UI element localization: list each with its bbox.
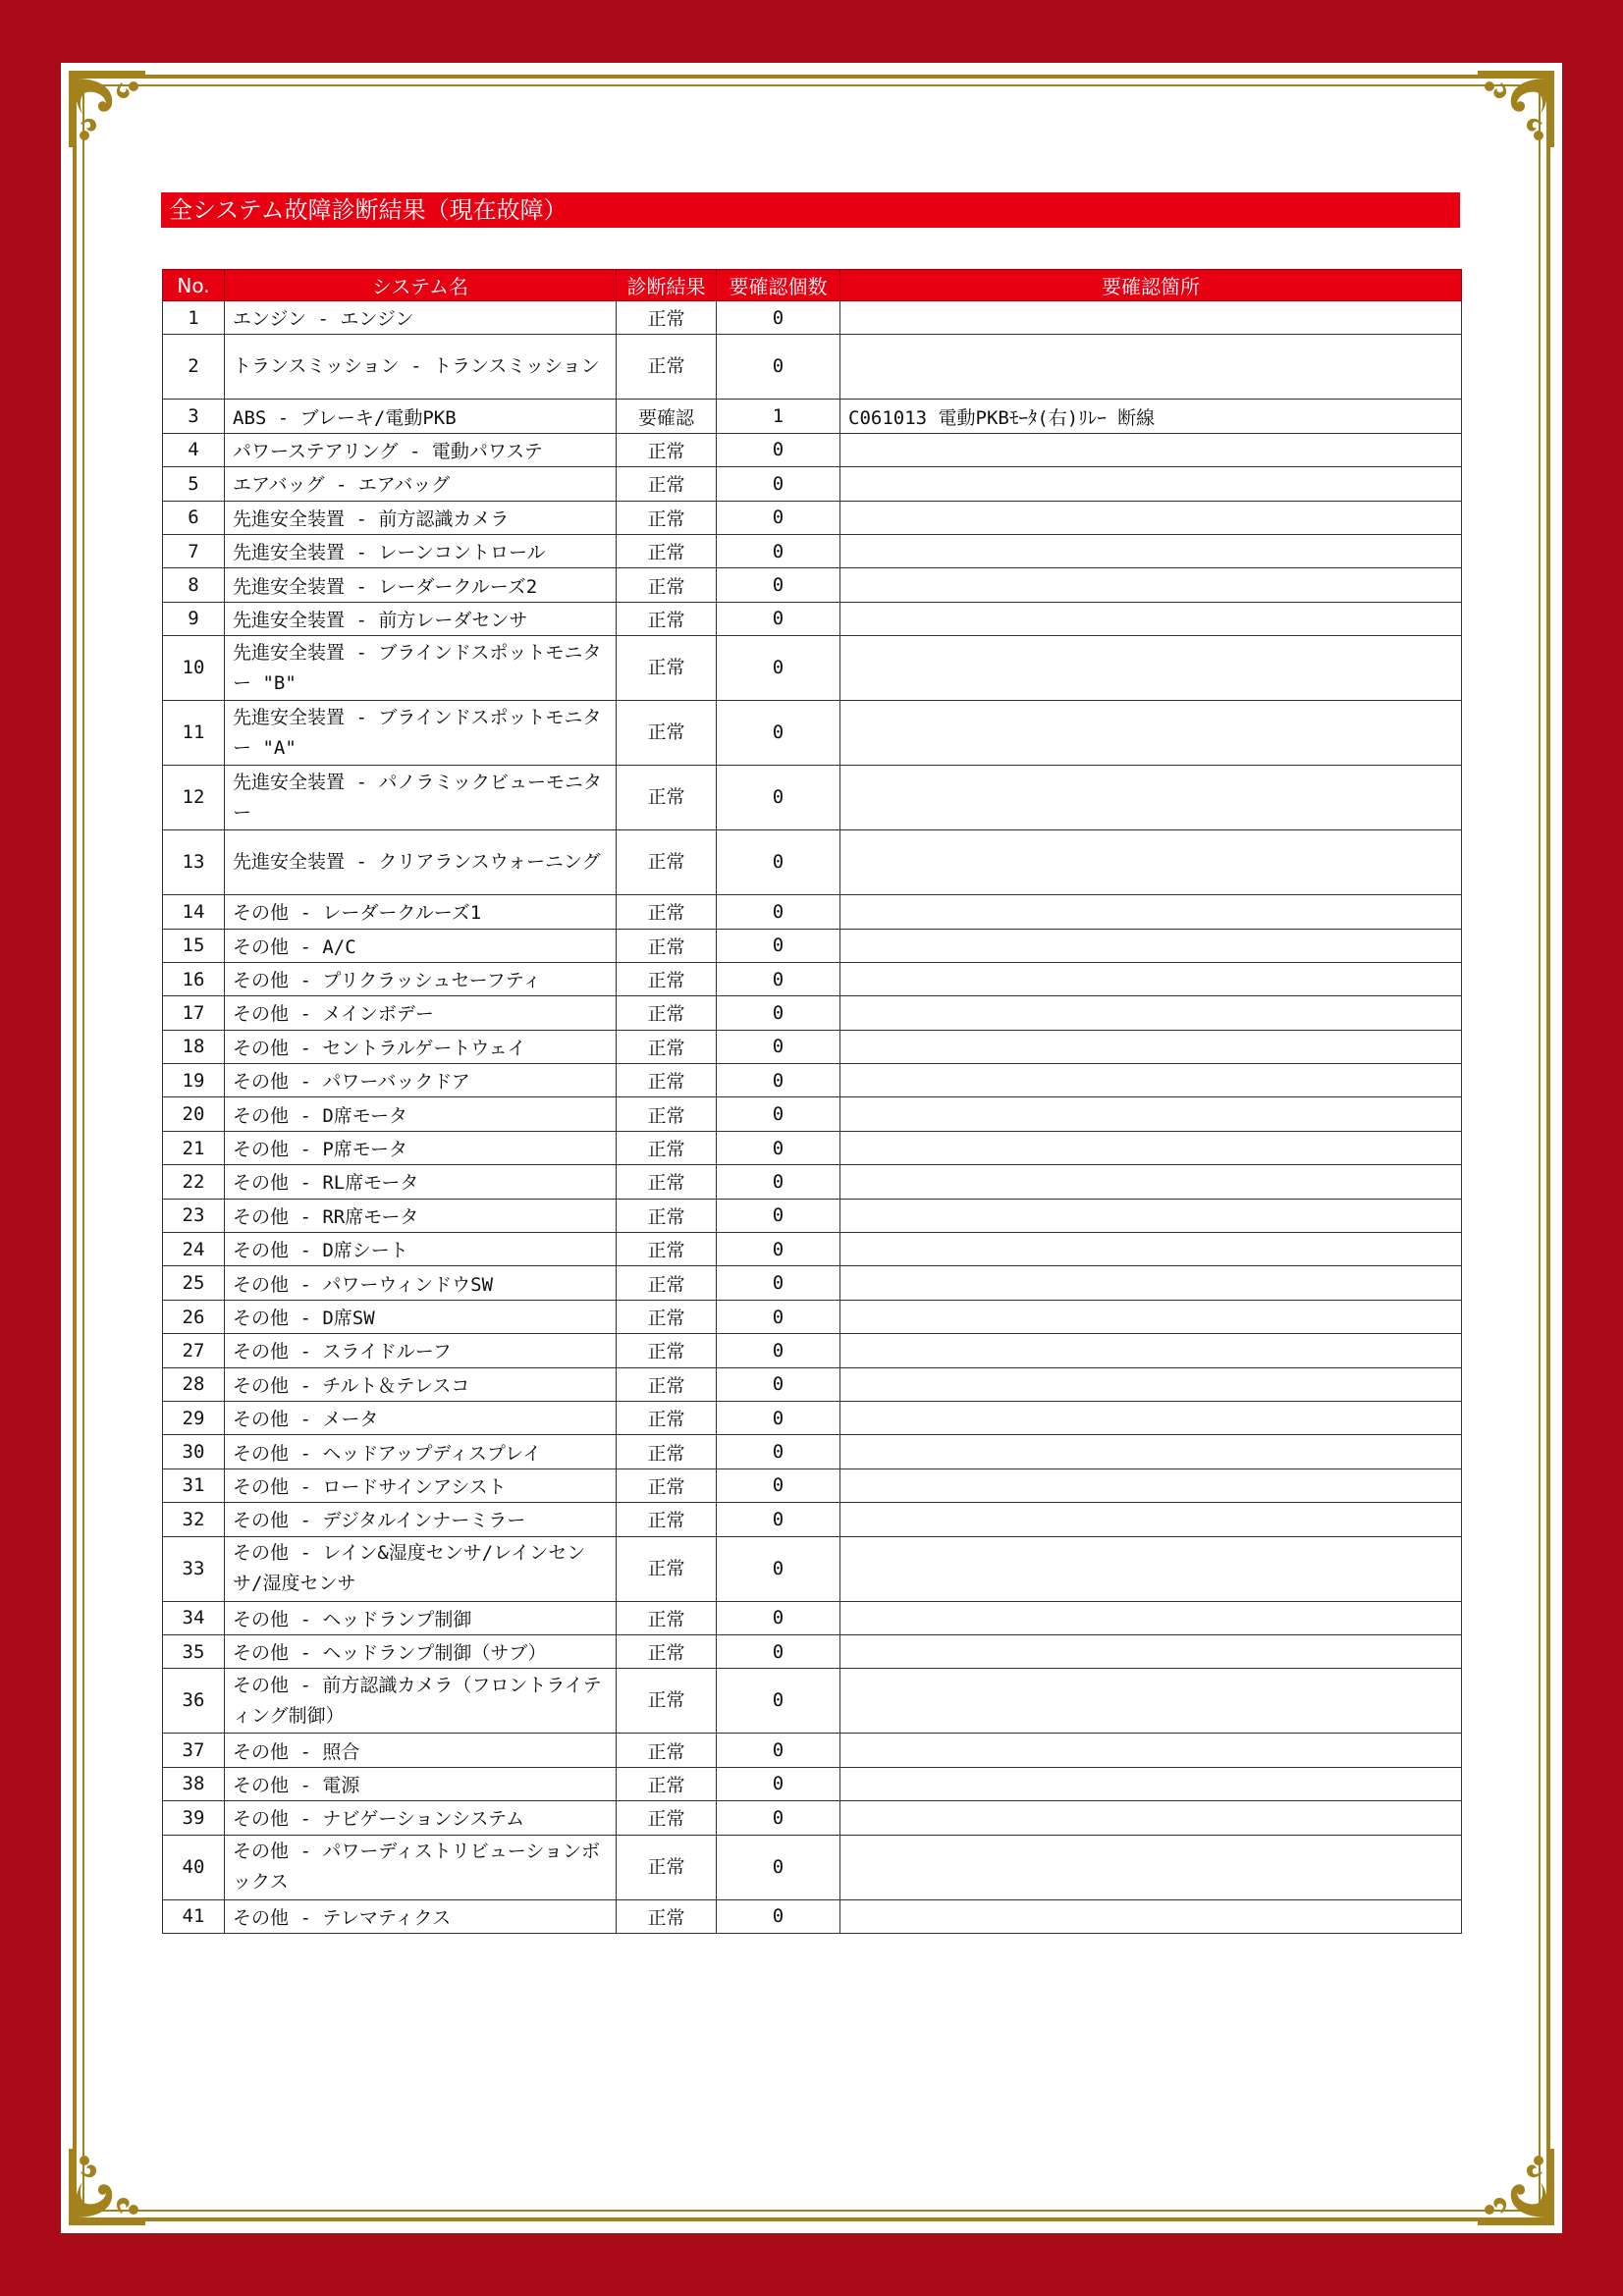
- cell-count: 0: [717, 1334, 840, 1367]
- cell-result: 正常: [617, 1334, 717, 1367]
- cell-system-name: その他 - D席モータ: [225, 1097, 617, 1131]
- cell-result: 正常: [617, 1030, 717, 1063]
- cell-system-name: その他 - D席SW: [225, 1300, 617, 1333]
- cell-location: [840, 701, 1462, 766]
- table-row: [163, 1767, 1462, 1800]
- cell-count: 0: [717, 534, 840, 567]
- cell-result: 正常: [617, 1064, 717, 1097]
- cell-result: 正常: [617, 1097, 717, 1131]
- cell-no: 20: [163, 1097, 225, 1131]
- cell-count: 0: [717, 1064, 840, 1097]
- corner-ornament-icon: [1472, 2143, 1560, 2231]
- cell-no: 18: [163, 1030, 225, 1063]
- header-result: 診断結果: [617, 270, 717, 301]
- cell-location: [840, 1634, 1462, 1668]
- cell-count: 0: [717, 1131, 840, 1164]
- cell-result: 正常: [617, 962, 717, 995]
- table-row: [163, 1801, 1462, 1835]
- cell-system-name: その他 - レイン&湿度センサ/レインセンサ/湿度センサ: [225, 1536, 617, 1601]
- cell-result: 正常: [617, 929, 717, 962]
- cell-count: 0: [717, 1767, 840, 1800]
- cell-count: 0: [717, 1801, 840, 1835]
- cell-no: 4: [163, 433, 225, 466]
- cell-location: [840, 1899, 1462, 1933]
- cell-location: [840, 335, 1462, 400]
- cell-location: [840, 1367, 1462, 1401]
- cell-no: 40: [163, 1835, 225, 1899]
- table-row: [163, 1300, 1462, 1333]
- cell-system-name: その他 - パワーディストリビューションボックス: [225, 1835, 617, 1899]
- cell-location: [840, 1401, 1462, 1434]
- cell-system-name: トランスミッション - トランスミッション: [225, 335, 617, 400]
- cell-system-name: 先進安全装置 - ブラインドスポットモニター "B": [225, 636, 617, 701]
- cell-location: [840, 1536, 1462, 1601]
- cell-count: 0: [717, 1503, 840, 1536]
- cell-result: 正常: [617, 1669, 717, 1734]
- cell-count: 0: [717, 568, 840, 602]
- cell-no: 26: [163, 1300, 225, 1333]
- cell-no: 13: [163, 830, 225, 895]
- cell-location: [840, 1030, 1462, 1063]
- cell-location: [840, 766, 1462, 830]
- table-row: [163, 830, 1462, 895]
- cell-no: 7: [163, 534, 225, 567]
- cell-no: 22: [163, 1165, 225, 1199]
- cell-location: [840, 602, 1462, 635]
- cell-location: [840, 962, 1462, 995]
- cell-location: [840, 301, 1462, 335]
- cell-no: 33: [163, 1536, 225, 1601]
- table-row: [163, 400, 1462, 433]
- cell-no: 9: [163, 602, 225, 635]
- table-row: [163, 1064, 1462, 1097]
- table-row: [163, 1131, 1462, 1164]
- cell-result: 正常: [617, 1468, 717, 1502]
- table-row: [163, 335, 1462, 400]
- cell-result: 正常: [617, 1899, 717, 1933]
- cell-location: [840, 996, 1462, 1030]
- cell-result: 正常: [617, 1734, 717, 1767]
- cell-no: 37: [163, 1734, 225, 1767]
- cell-count: 0: [717, 1266, 840, 1300]
- cell-location: [840, 1767, 1462, 1800]
- cell-location: [840, 1266, 1462, 1300]
- cell-no: 15: [163, 929, 225, 962]
- cell-no: 35: [163, 1634, 225, 1668]
- header-system-name: システム名: [225, 270, 617, 301]
- cell-system-name: その他 - RR席モータ: [225, 1199, 617, 1232]
- cell-result: 正常: [617, 501, 717, 534]
- cell-result: 正常: [617, 1767, 717, 1800]
- cell-no: 30: [163, 1435, 225, 1468]
- cell-location: [840, 1669, 1462, 1734]
- cell-no: 14: [163, 895, 225, 929]
- table-row: [163, 895, 1462, 929]
- cell-count: 0: [717, 1233, 840, 1266]
- table-row: [163, 1536, 1462, 1601]
- cell-system-name: その他 - ヘッドランプ制御: [225, 1601, 617, 1634]
- cell-location: [840, 830, 1462, 895]
- cell-location: [840, 433, 1462, 466]
- cell-no: 17: [163, 996, 225, 1030]
- table-row: [163, 1734, 1462, 1767]
- cell-no: 3: [163, 400, 225, 433]
- cell-location: [840, 1601, 1462, 1634]
- cell-count: 0: [717, 1165, 840, 1199]
- cell-result: 正常: [617, 1367, 717, 1401]
- cell-system-name: その他 - デジタルインナーミラー: [225, 1503, 617, 1536]
- cell-system-name: エンジン - エンジン: [225, 301, 617, 335]
- cell-count: 0: [717, 1634, 840, 1668]
- cell-count: 0: [717, 929, 840, 962]
- table-row: [163, 962, 1462, 995]
- corner-ornament-icon: [63, 2143, 151, 2231]
- table-header-row: [163, 270, 1462, 301]
- cell-system-name: 先進安全装置 - パノラミックビューモニター: [225, 766, 617, 830]
- cell-system-name: その他 - レーダークルーズ1: [225, 895, 617, 929]
- table-row: [163, 1601, 1462, 1634]
- header-count: 要確認個数: [717, 270, 840, 301]
- cell-location: [840, 929, 1462, 962]
- cell-location: [840, 1233, 1462, 1266]
- report-page: [61, 63, 1562, 2233]
- cell-system-name: パワーステアリング - 電動パワステ: [225, 433, 617, 466]
- table-body: [163, 301, 1462, 1934]
- cell-count: 0: [717, 1435, 840, 1468]
- table-row: [163, 1634, 1462, 1668]
- cell-count: 0: [717, 501, 840, 534]
- cell-location: [840, 1199, 1462, 1232]
- cell-result: 正常: [617, 301, 717, 335]
- cell-system-name: その他 - A/C: [225, 929, 617, 962]
- cell-result: 正常: [617, 335, 717, 400]
- cell-system-name: その他 - ナビゲーションシステム: [225, 1801, 617, 1835]
- table-row: [163, 1266, 1462, 1300]
- cell-system-name: 先進安全装置 - レーンコントロール: [225, 534, 617, 567]
- cell-location: [840, 1334, 1462, 1367]
- cell-count: 0: [717, 1097, 840, 1131]
- cell-no: 24: [163, 1233, 225, 1266]
- report-title: 全システム故障診断結果（現在故障）: [161, 192, 1460, 228]
- cell-system-name: その他 - 照合: [225, 1734, 617, 1767]
- cell-result: 正常: [617, 1131, 717, 1164]
- cell-count: 0: [717, 1199, 840, 1232]
- cell-count: 0: [717, 636, 840, 701]
- cell-location: [840, 501, 1462, 534]
- cell-system-name: その他 - スライドルーフ: [225, 1334, 617, 1367]
- cell-location: [840, 568, 1462, 602]
- cell-system-name: その他 - パワーバックドア: [225, 1064, 617, 1097]
- header-no: No.: [163, 270, 225, 301]
- cell-count: 0: [717, 1401, 840, 1434]
- cell-result: 正常: [617, 1233, 717, 1266]
- cell-system-name: その他 - ロードサインアシスト: [225, 1468, 617, 1502]
- cell-no: 6: [163, 501, 225, 534]
- cell-location: [840, 534, 1462, 567]
- cell-no: 36: [163, 1669, 225, 1734]
- cell-location: [840, 1165, 1462, 1199]
- cell-no: 8: [163, 568, 225, 602]
- table-row: [163, 534, 1462, 567]
- cell-no: 16: [163, 962, 225, 995]
- cell-no: 5: [163, 467, 225, 501]
- cell-system-name: 先進安全装置 - 前方認識カメラ: [225, 501, 617, 534]
- table-row: [163, 636, 1462, 701]
- cell-system-name: 先進安全装置 - 前方レーダセンサ: [225, 602, 617, 635]
- cell-count: 0: [717, 1468, 840, 1502]
- cell-result: 正常: [617, 1835, 717, 1899]
- cell-location: [840, 1300, 1462, 1333]
- table-row: [163, 467, 1462, 501]
- cell-location: [840, 895, 1462, 929]
- cell-no: 23: [163, 1199, 225, 1232]
- cell-result: 正常: [617, 895, 717, 929]
- cell-no: 21: [163, 1131, 225, 1164]
- cell-result: 正常: [617, 1199, 717, 1232]
- cell-count: 0: [717, 1030, 840, 1063]
- cell-count: 0: [717, 830, 840, 895]
- table-row: [163, 996, 1462, 1030]
- cell-system-name: 先進安全装置 - レーダークルーズ2: [225, 568, 617, 602]
- cell-system-name: 先進安全装置 - クリアランスウォーニング: [225, 830, 617, 895]
- cell-no: 25: [163, 1266, 225, 1300]
- cell-count: 0: [717, 1835, 840, 1899]
- cell-no: 11: [163, 701, 225, 766]
- cell-no: 31: [163, 1468, 225, 1502]
- cell-system-name: その他 - テレマティクス: [225, 1899, 617, 1933]
- cell-location: [840, 1801, 1462, 1835]
- cell-result: 正常: [617, 1601, 717, 1634]
- cell-location: [840, 1734, 1462, 1767]
- cell-result: 正常: [617, 1435, 717, 1468]
- cell-result: 正常: [617, 1503, 717, 1536]
- cell-no: 32: [163, 1503, 225, 1536]
- table-row: [163, 1334, 1462, 1367]
- cell-system-name: その他 - D席シート: [225, 1233, 617, 1266]
- table-row: [163, 568, 1462, 602]
- cell-system-name: その他 - ヘッドランプ制御（サブ）: [225, 1634, 617, 1668]
- cell-location: [840, 1097, 1462, 1131]
- cell-system-name: その他 - P席モータ: [225, 1131, 617, 1164]
- cell-result: 正常: [617, 636, 717, 701]
- cell-result: 正常: [617, 830, 717, 895]
- table-row: [163, 1401, 1462, 1434]
- cell-no: 28: [163, 1367, 225, 1401]
- cell-system-name: その他 - 電源: [225, 1767, 617, 1800]
- corner-ornament-icon: [1472, 65, 1560, 153]
- table-row: [163, 301, 1462, 335]
- cell-count: 0: [717, 433, 840, 466]
- cell-location: [840, 1131, 1462, 1164]
- cell-no: 10: [163, 636, 225, 701]
- table-row: [163, 1435, 1462, 1468]
- cell-result: 正常: [617, 766, 717, 830]
- cell-result: 正常: [617, 467, 717, 501]
- table-row: [163, 433, 1462, 466]
- table-row: [163, 1165, 1462, 1199]
- cell-result: 正常: [617, 1536, 717, 1601]
- table-row: [163, 1199, 1462, 1232]
- cell-count: 0: [717, 996, 840, 1030]
- cell-count: 0: [717, 1536, 840, 1601]
- cell-result: 正常: [617, 433, 717, 466]
- cell-no: 39: [163, 1801, 225, 1835]
- table-row: [163, 1669, 1462, 1734]
- cell-result: 正常: [617, 1401, 717, 1434]
- table-row: [163, 1503, 1462, 1536]
- table-row: [163, 1367, 1462, 1401]
- cell-count: 0: [717, 1669, 840, 1734]
- cell-count: 0: [717, 467, 840, 501]
- table-row: [163, 1835, 1462, 1899]
- cell-system-name: その他 - セントラルゲートウェイ: [225, 1030, 617, 1063]
- cell-result: 正常: [617, 568, 717, 602]
- cell-result: 正常: [617, 1634, 717, 1668]
- cell-system-name: その他 - プリクラッシュセーフティ: [225, 962, 617, 995]
- cell-count: 0: [717, 1300, 840, 1333]
- table-row: [163, 1233, 1462, 1266]
- cell-system-name: その他 - ヘッドアップディスプレイ: [225, 1435, 617, 1468]
- cell-system-name: エアバッグ - エアバッグ: [225, 467, 617, 501]
- cell-system-name: 先進安全装置 - ブラインドスポットモニター "A": [225, 701, 617, 766]
- cell-result: 正常: [617, 701, 717, 766]
- cell-system-name: その他 - 前方認識カメラ（フロントライティング制御）: [225, 1669, 617, 1734]
- cell-no: 2: [163, 335, 225, 400]
- cell-system-name: その他 - メータ: [225, 1401, 617, 1434]
- cell-count: 0: [717, 301, 840, 335]
- cell-result: 正常: [617, 602, 717, 635]
- cell-location: [840, 1835, 1462, 1899]
- cell-system-name: その他 - RL席モータ: [225, 1165, 617, 1199]
- cell-count: 0: [717, 1734, 840, 1767]
- cell-count: 0: [717, 1899, 840, 1933]
- cell-system-name: その他 - パワーウィンドウSW: [225, 1266, 617, 1300]
- cell-result: 正常: [617, 1266, 717, 1300]
- cell-location: C061013 電動PKBﾓｰﾀ(右)ﾘﾚｰ 断線: [840, 400, 1462, 433]
- cell-result: 正常: [617, 534, 717, 567]
- cell-count: 0: [717, 766, 840, 830]
- corner-ornament-icon: [63, 65, 151, 153]
- cell-count: 0: [717, 895, 840, 929]
- cell-location: [840, 467, 1462, 501]
- cell-count: 0: [717, 335, 840, 400]
- table-row: [163, 1899, 1462, 1933]
- cell-no: 34: [163, 1601, 225, 1634]
- cell-result: 正常: [617, 1300, 717, 1333]
- cell-no: 27: [163, 1334, 225, 1367]
- cell-location: [840, 1435, 1462, 1468]
- cell-location: [840, 1503, 1462, 1536]
- table-row: [163, 701, 1462, 766]
- cell-count: 1: [717, 400, 840, 433]
- cell-count: 0: [717, 602, 840, 635]
- cell-no: 41: [163, 1899, 225, 1933]
- cell-location: [840, 1064, 1462, 1097]
- table-row: [163, 1030, 1462, 1063]
- cell-system-name: ABS - ブレーキ/電動PKB: [225, 400, 617, 433]
- cell-result: 要確認: [617, 400, 717, 433]
- table-row: [163, 929, 1462, 962]
- cell-no: 19: [163, 1064, 225, 1097]
- table-row: [163, 1097, 1462, 1131]
- cell-result: 正常: [617, 1165, 717, 1199]
- cell-system-name: その他 - チルト＆テレスコ: [225, 1367, 617, 1401]
- cell-location: [840, 1468, 1462, 1502]
- cell-no: 1: [163, 301, 225, 335]
- cell-no: 38: [163, 1767, 225, 1800]
- table-row: [163, 501, 1462, 534]
- cell-system-name: その他 - メインボデー: [225, 996, 617, 1030]
- cell-count: 0: [717, 962, 840, 995]
- cell-count: 0: [717, 701, 840, 766]
- header-location: 要確認箇所: [840, 270, 1462, 301]
- table-row: [163, 602, 1462, 635]
- cell-count: 0: [717, 1601, 840, 1634]
- cell-location: [840, 636, 1462, 701]
- table-row: [163, 1468, 1462, 1502]
- cell-result: 正常: [617, 1801, 717, 1835]
- cell-result: 正常: [617, 996, 717, 1030]
- diagnosis-table: [162, 269, 1462, 1934]
- table-row: [163, 766, 1462, 830]
- cell-no: 29: [163, 1401, 225, 1434]
- cell-count: 0: [717, 1367, 840, 1401]
- cell-no: 12: [163, 766, 225, 830]
